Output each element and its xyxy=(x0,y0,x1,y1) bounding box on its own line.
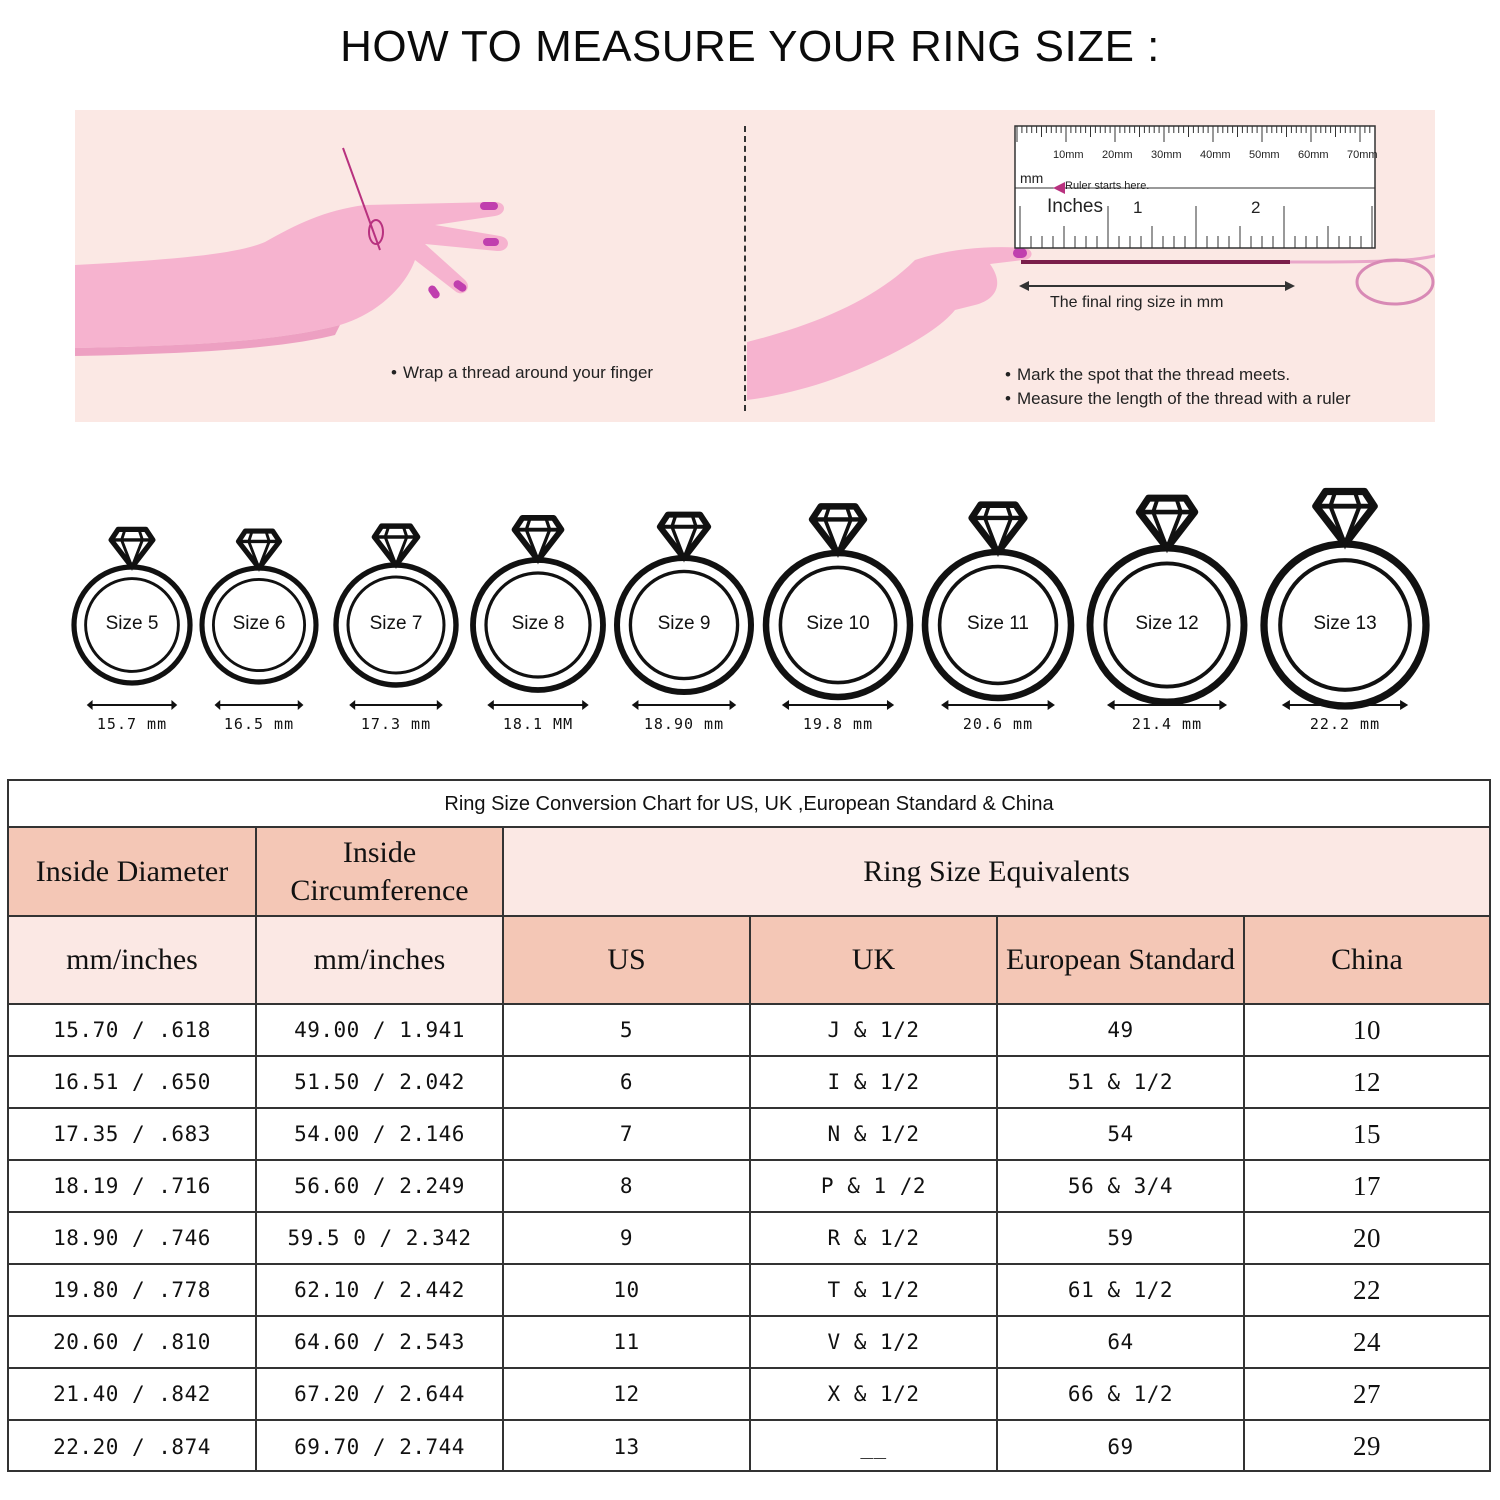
ring-size-6 xyxy=(192,470,326,740)
ring-size-10 xyxy=(756,470,920,740)
header-european: European Standard xyxy=(997,916,1244,1004)
cell-circumference: 51.50 / 2.042 xyxy=(256,1056,503,1108)
ring-icon xyxy=(326,470,466,740)
ring-icon xyxy=(756,470,920,740)
ring-size-label: Size 12 xyxy=(1135,613,1199,634)
ruler-inches-label: Inches xyxy=(1047,196,1103,217)
ring-icon xyxy=(1080,470,1254,740)
step-wrap-thread: • Wrap a thread around your finger xyxy=(391,363,653,383)
step-mark-spot: • Mark the spot that the thread meets. xyxy=(1005,365,1290,385)
ring-diameter-label: 16.5 mm xyxy=(223,715,295,733)
cell-diameter: 20.60 / .810 xyxy=(9,1316,256,1368)
cell-circumference: 56.60 / 2.249 xyxy=(256,1160,503,1212)
cell-diameter: 15.70 / .618 xyxy=(9,1004,256,1056)
right-nail xyxy=(1013,248,1027,258)
cell-circumference: 49.00 / 1.941 xyxy=(256,1004,503,1056)
ring-size-13 xyxy=(1254,470,1436,740)
table-row xyxy=(9,1212,1489,1264)
cell-china: 29 xyxy=(1244,1420,1489,1472)
table-row xyxy=(9,1056,1489,1108)
chart-caption: Ring Size Conversion Chart for US, UK ,European Standard & China xyxy=(9,781,1489,828)
page-title: HOW TO MEASURE YOUR RING SIZE : xyxy=(340,22,1160,71)
cell-uk: R & 1/2 xyxy=(750,1212,997,1264)
header-circumference-unit: mm/inches xyxy=(256,916,503,1004)
cell-circumference: 69.70 / 2.744 xyxy=(256,1420,503,1472)
ring-diameter-label: 20.6 mm xyxy=(962,715,1034,733)
cell-european: 69 xyxy=(997,1420,1244,1472)
ruler-mm-tick-label: 10mm xyxy=(1053,149,1084,161)
table-row xyxy=(9,1264,1489,1316)
header-row-1 xyxy=(9,828,1489,916)
cell-uk: T & 1/2 xyxy=(750,1264,997,1316)
cell-uk: N & 1/2 xyxy=(750,1108,997,1160)
cell-china: 10 xyxy=(1244,1004,1489,1056)
cell-us: 11 xyxy=(503,1316,750,1368)
ring-size-label: Size 8 xyxy=(511,613,565,634)
left-hand-shape xyxy=(75,202,508,348)
cell-european: 51 & 1/2 xyxy=(997,1056,1244,1108)
cell-diameter: 18.19 / .716 xyxy=(9,1160,256,1212)
ring-icon xyxy=(1254,470,1436,740)
ring-diameter-label: 22.2 mm xyxy=(1309,715,1381,733)
ring-size-label: Size 9 xyxy=(657,613,711,634)
cell-uk: V & 1/2 xyxy=(750,1316,997,1368)
instruction-banner xyxy=(75,110,1435,422)
ring-icon xyxy=(463,470,613,740)
cell-european: 61 & 1/2 xyxy=(997,1264,1244,1316)
cell-us: 10 xyxy=(503,1264,750,1316)
cell-circumference: 59.5 0 / 2.342 xyxy=(256,1212,503,1264)
ruler-inch-2: 2 xyxy=(1251,198,1261,217)
table-row xyxy=(9,1316,1489,1368)
cell-us: 9 xyxy=(503,1212,750,1264)
cell-circumference: 62.10 / 2.442 xyxy=(256,1264,503,1316)
ring-icon xyxy=(607,470,761,740)
right-hand-shape xyxy=(747,247,1032,400)
ring-diameter-label: 18.1 MM xyxy=(502,715,574,733)
cell-circumference: 64.60 / 2.543 xyxy=(256,1316,503,1368)
header-us: US xyxy=(503,916,750,1004)
ring-size-label: Size 6 xyxy=(232,613,286,634)
cell-uk: P & 1 /2 xyxy=(750,1160,997,1212)
header-diameter-unit: mm/inches xyxy=(9,916,256,1004)
nail-2 xyxy=(483,238,499,246)
ring-size-11 xyxy=(915,470,1081,740)
cell-china: 27 xyxy=(1244,1368,1489,1420)
cell-uk: J & 1/2 xyxy=(750,1004,997,1056)
ring-size-12 xyxy=(1080,470,1254,740)
cell-circumference: 67.20 / 2.644 xyxy=(256,1368,503,1420)
thread-tail xyxy=(1290,253,1435,262)
table-row xyxy=(9,1108,1489,1160)
ring-diameter-label: 15.7 mm xyxy=(96,715,168,733)
table-row xyxy=(9,1004,1489,1056)
measure-arrow-right xyxy=(1285,281,1295,291)
ring-diameter-label: 21.4 mm xyxy=(1131,715,1203,733)
cell-us: 5 xyxy=(503,1004,750,1056)
ring-size-8 xyxy=(463,470,613,740)
step-measure-length: • Measure the length of the thread with a ruler xyxy=(1005,389,1351,409)
ruler-start-note: Ruler starts here. xyxy=(1065,180,1150,192)
ring-icon xyxy=(192,470,326,740)
ring-size-9 xyxy=(607,470,761,740)
ring-size-label: Size 5 xyxy=(105,613,159,634)
cell-us: 7 xyxy=(503,1108,750,1160)
ruler-mm-tick-label: 40mm xyxy=(1200,149,1231,161)
cell-european: 64 xyxy=(997,1316,1244,1368)
cell-china: 24 xyxy=(1244,1316,1489,1368)
ruler-mm-tick-label: 70mm xyxy=(1347,149,1378,161)
ruler-inch-1: 1 xyxy=(1133,198,1143,217)
ruler-mm-tick-label: 20mm xyxy=(1102,149,1133,161)
step-divider xyxy=(744,126,746,411)
cell-diameter: 21.40 / .842 xyxy=(9,1368,256,1420)
cell-european: 49 xyxy=(997,1004,1244,1056)
header-inside-diameter: Inside Diameter xyxy=(9,828,256,916)
ring-diameter-label: 18.90 mm xyxy=(643,715,725,733)
ring-size-label: Size 7 xyxy=(369,613,423,634)
header-china: China xyxy=(1244,916,1489,1004)
cell-circumference: 54.00 / 2.146 xyxy=(256,1108,503,1160)
thread-coil xyxy=(1357,260,1433,304)
table-row xyxy=(9,1160,1489,1212)
cell-china: 20 xyxy=(1244,1212,1489,1264)
ruler-mm-tick-label: 30mm xyxy=(1151,149,1182,161)
cell-us: 13 xyxy=(503,1420,750,1472)
ring-icon xyxy=(64,470,200,740)
cell-diameter: 17.35 / .683 xyxy=(9,1108,256,1160)
header-ring-size-equivalents: Ring Size Equivalents xyxy=(503,828,1489,916)
header-uk: UK xyxy=(750,916,997,1004)
ring-diameter-label: 19.8 mm xyxy=(802,715,874,733)
header-row-2 xyxy=(9,916,1489,1004)
cell-european: 59 xyxy=(997,1212,1244,1264)
cell-uk: __ xyxy=(750,1420,997,1472)
cell-european: 56 & 3/4 xyxy=(997,1160,1244,1212)
cell-us: 6 xyxy=(503,1056,750,1108)
conversion-table xyxy=(9,828,1489,1472)
cell-diameter: 18.90 / .746 xyxy=(9,1212,256,1264)
table-row xyxy=(9,1420,1489,1472)
ring-size-label: Size 11 xyxy=(967,613,1029,634)
cell-diameter: 16.51 / .650 xyxy=(9,1056,256,1108)
header-inside-circumference: Inside Circumference xyxy=(256,828,503,916)
cell-diameter: 22.20 / .874 xyxy=(9,1420,256,1472)
ruler-mm-tick-label: 50mm xyxy=(1249,149,1280,161)
ruler-mm-label: mm xyxy=(1020,170,1044,186)
ruler-mm-tick-label: 60mm xyxy=(1298,149,1329,161)
cell-european: 66 & 1/2 xyxy=(997,1368,1244,1420)
ring-size-label: Size 13 xyxy=(1313,613,1377,634)
ring-diameter-label: 17.3 mm xyxy=(360,715,432,733)
nail-4 xyxy=(427,284,442,300)
cell-china: 17 xyxy=(1244,1160,1489,1212)
cell-european: 54 xyxy=(997,1108,1244,1160)
nail-1 xyxy=(480,202,498,210)
cell-uk: I & 1/2 xyxy=(750,1056,997,1108)
ring-icon xyxy=(915,470,1081,740)
cell-uk: X & 1/2 xyxy=(750,1368,997,1420)
cell-diameter: 19.80 / .778 xyxy=(9,1264,256,1316)
cell-china: 15 xyxy=(1244,1108,1489,1160)
final-size-label: The final ring size in mm xyxy=(1050,294,1224,311)
table-row xyxy=(9,1368,1489,1420)
ring-size-guide xyxy=(0,470,1500,740)
ring-size-conversion-chart xyxy=(7,779,1491,1472)
ring-size-7 xyxy=(326,470,466,740)
cell-china: 12 xyxy=(1244,1056,1489,1108)
cell-us: 8 xyxy=(503,1160,750,1212)
cell-china: 22 xyxy=(1244,1264,1489,1316)
ring-size-label: Size 10 xyxy=(806,613,870,634)
cell-us: 12 xyxy=(503,1368,750,1420)
measure-arrow-left xyxy=(1019,281,1029,291)
ring-size-5 xyxy=(64,470,200,740)
